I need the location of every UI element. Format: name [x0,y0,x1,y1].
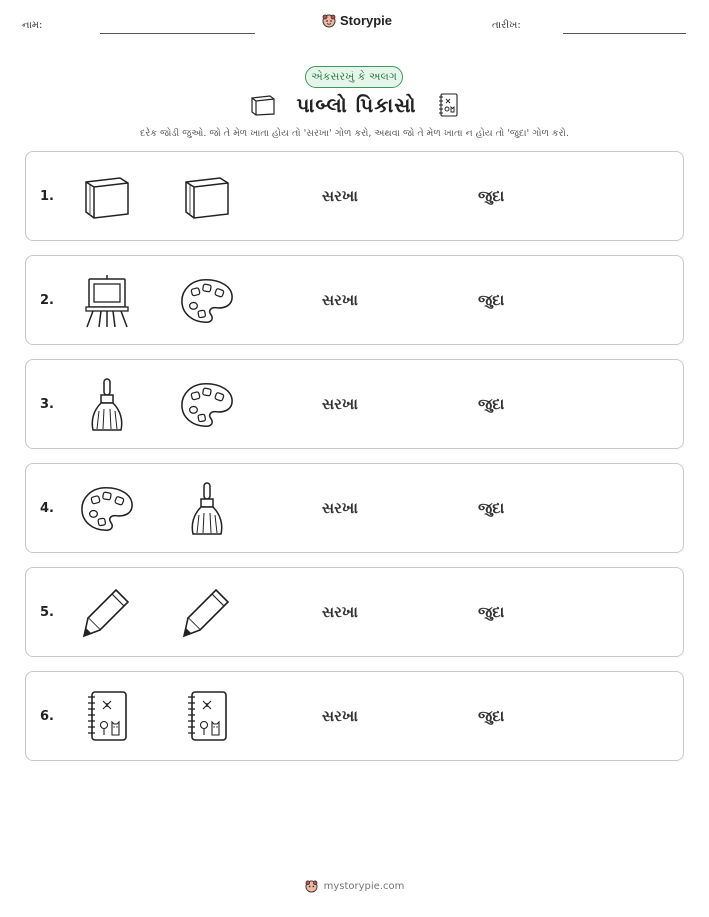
storypie-mascot-icon [305,880,318,893]
sketchbook-icon [437,92,459,118]
paintbrush-icon [179,484,235,534]
different-option[interactable]: જુદા [478,499,505,517]
easel-icon [79,276,135,326]
question-row [25,255,684,345]
different-option[interactable]: જુદા [478,395,505,413]
storypie-mascot-icon [322,14,336,28]
sketchbook-icon [179,692,235,742]
question-number: 4. [40,500,54,516]
palette-icon [179,276,235,326]
book-icon [79,172,135,222]
question-number: 6. [40,708,54,724]
same-option[interactable]: સરખા [322,291,358,309]
paintbrush-icon [79,380,135,430]
footer [0,880,709,893]
same-option[interactable]: સરખા [322,499,358,517]
footer-url: mystorypie.com [323,881,405,892]
question-row [25,567,684,657]
question-number: 3. [40,396,54,412]
palette-icon [179,380,235,430]
sketchbook-icon [79,692,135,742]
question-row [25,463,684,553]
pencil-icon [79,588,135,638]
question-number: 1. [40,188,54,204]
name-label: નામ: [22,20,43,31]
book-icon [179,172,235,222]
title-row [0,92,709,118]
page-title: પાબ્લો પિકાસો [296,93,417,117]
book-icon [250,94,276,116]
instructions: દરેક જોડી જુઓ. જો તે મેળ ખાતા હોય તો 'સરખા' ગોળ કરો, અથવા જો તે મેળ ખાતા ન હોય તો 'જુદા' ગોળ કરો. [140,128,569,139]
brand-logo [322,13,392,28]
question-row [25,359,684,449]
same-option[interactable]: સરખા [322,395,358,413]
question-number: 2. [40,292,54,308]
different-option[interactable]: જુદા [478,187,505,205]
brand-name: Storypie [340,13,393,28]
question-number: 5. [40,604,54,620]
different-option[interactable]: જુદા [478,291,505,309]
same-option[interactable]: સરખા [322,707,358,725]
question-row [25,671,684,761]
same-option[interactable]: સરખા [322,603,358,621]
same-option[interactable]: સરખા [322,187,358,205]
different-option[interactable]: જુદા [478,707,505,725]
date-input-line[interactable] [563,33,686,34]
different-option[interactable]: જુદા [478,603,505,621]
palette-icon [79,484,135,534]
date-label: તારીખ: [492,20,521,31]
name-input-line[interactable] [100,33,255,34]
question-row [25,151,684,241]
pencil-icon [179,588,235,638]
activity-badge: એકસરખું કે અલગ [305,66,403,88]
